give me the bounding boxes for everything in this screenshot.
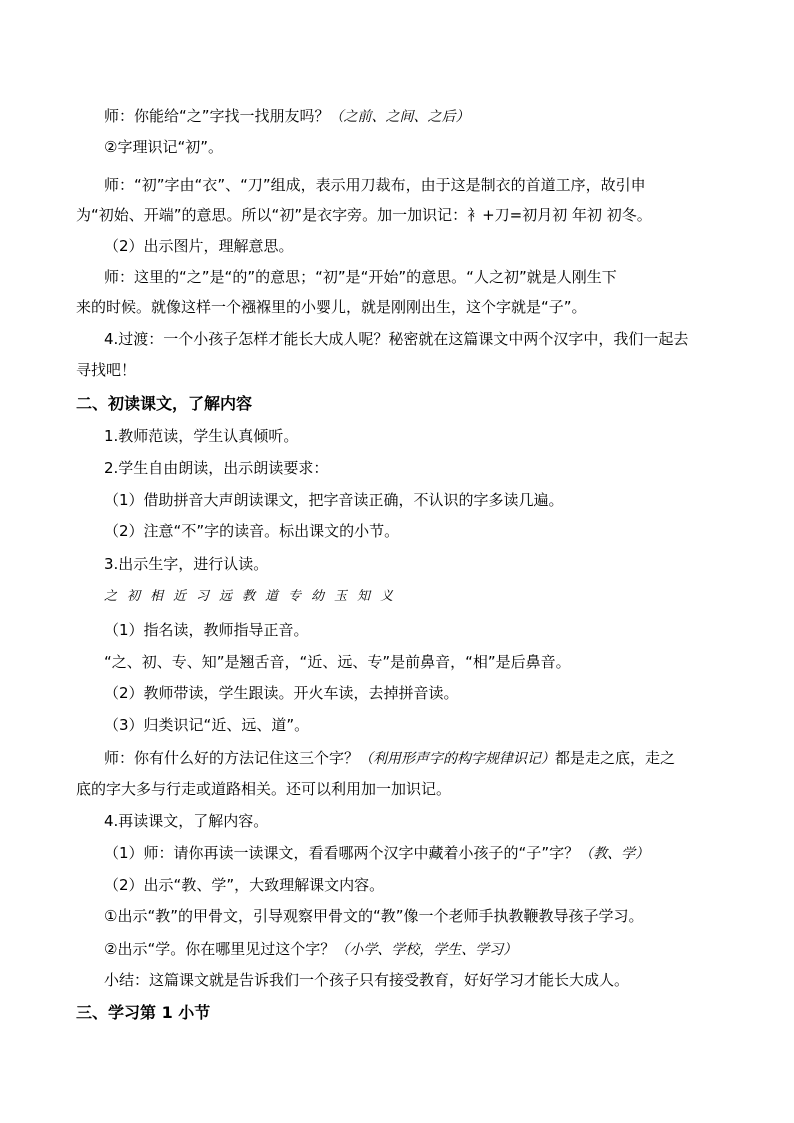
line-text: ①出示“教”的甲骨文，引导观察甲骨文的“教”像一个老师手执教鞭教导孩子学习。 (104, 907, 644, 925)
section-heading: 三、学习第 1 小节 (76, 1003, 211, 1022)
paragraph-line (104, 748, 675, 769)
line-text: 都是走之底，走之 (555, 749, 676, 767)
line-text: 4.再读课文，了解内容。 (104, 812, 269, 830)
paragraph-line (104, 875, 384, 895)
line-text: 3.出示生字，进行认读。 (104, 555, 269, 573)
paragraph-line (104, 521, 399, 541)
paragraph-line (104, 970, 629, 990)
line-text: （2）出示图片，理解意思。 (104, 237, 294, 255)
paragraph-line (104, 683, 459, 703)
paragraph-line (104, 175, 646, 195)
line-text: 寻找吧！ (76, 361, 137, 379)
line-text: （1）师：请你再读一读课文，看看哪两个汉字中藏着小孩子的“子”字？ (104, 844, 580, 862)
paragraph-line (104, 843, 649, 864)
new-characters-list: 之初相近习远教道专幼玉知义 (104, 589, 404, 604)
paragraph-line (104, 811, 268, 831)
paragraph-line (76, 779, 451, 799)
paragraph-line (104, 906, 644, 926)
line-text: ②字理识记“初”。 (104, 138, 223, 156)
line-text: ②出示“学。你在哪里见过这个字？ (104, 940, 336, 958)
paragraph-line (104, 652, 571, 672)
line-text: 2.学生自由朗读，出示朗读要求： (104, 459, 329, 477)
paragraph-line (104, 554, 268, 574)
paragraph-line (76, 297, 587, 317)
paragraph-line (104, 236, 294, 256)
line-text: 师：你有什么好的方法记住这三个字？ (104, 749, 360, 767)
line-note: （之前、之间、之后） (329, 109, 470, 125)
line-text: 师：这里的“之”是“的”的意思；“初”是“开始”的意思。“人之初”就是人刚生下 (104, 268, 617, 286)
paragraph-line (104, 106, 470, 127)
line-text: （2）注意“不”字的读音。标出课文的小节。 (104, 522, 400, 540)
line-text: 底的字大多与行走或道路相关。还可以利用加一加识记。 (76, 780, 452, 798)
line-text: 师：“初”字由“衣”、“刀”组成，表示用刀裁布，由于这是制衣的首道工序，故引申 (104, 176, 646, 194)
paragraph-line (104, 490, 564, 510)
paragraph-line (76, 205, 652, 225)
paragraph-line (104, 267, 617, 287)
line-text: （3）归类识记“近、远、道”。 (104, 716, 310, 734)
line-note: （教、学） (579, 846, 650, 862)
paragraph-line (104, 329, 688, 349)
line-text: （2）教师带读，学生跟读。开火车读，去掉拼音读。 (104, 684, 459, 702)
line-text: （2）出示“教、学”，大致理解课文内容。 (104, 876, 385, 894)
paragraph-line (104, 426, 298, 446)
line-text: （1）借助拼音大声朗读课文，把字音读正确，不认识的字多读几遍。 (104, 491, 564, 509)
paragraph-line (104, 939, 517, 960)
paragraph-line (104, 458, 328, 478)
line-text: 为“初始、开端”的意思。所以“初”是衣字旁。加一加识记：衤+刀=初月初 年初 初冬。 (76, 206, 652, 224)
line-note: （小学、学校，学生、学习） (335, 942, 518, 958)
paragraph-line (76, 360, 136, 380)
line-text: 来的时候。就像这样一个襁褓里的小婴儿，就是刚刚出生，这个字就是“子”。 (76, 298, 587, 316)
line-text: 师：你能给“之”字找一找朋友吗？ (104, 107, 330, 125)
line-text: 小结：这篇课文就是告诉我们一个孩子只有接受教育，好好学习才能长大成人。 (104, 971, 630, 989)
section-heading: 二、初读课文，了解内容 (76, 394, 253, 413)
paragraph-line (104, 715, 309, 735)
line-text: 4.过渡：一个小孩子怎样才能长大成人呢？秘密就在这篇课文中两个汉字中，我们一起去 (104, 330, 689, 348)
paragraph-line (104, 137, 223, 157)
line-text: （1）指名读，教师指导正音。 (104, 621, 309, 639)
line-text: “之、初、专、知”是翘舌音，“近、远、专”是前鼻音，“相”是后鼻音。 (104, 653, 571, 671)
paragraph-line (104, 620, 309, 640)
line-text: 1.教师范读，学生认真倾听。 (104, 427, 299, 445)
line-note: （利用形声字的构字规律识记） (359, 751, 556, 767)
